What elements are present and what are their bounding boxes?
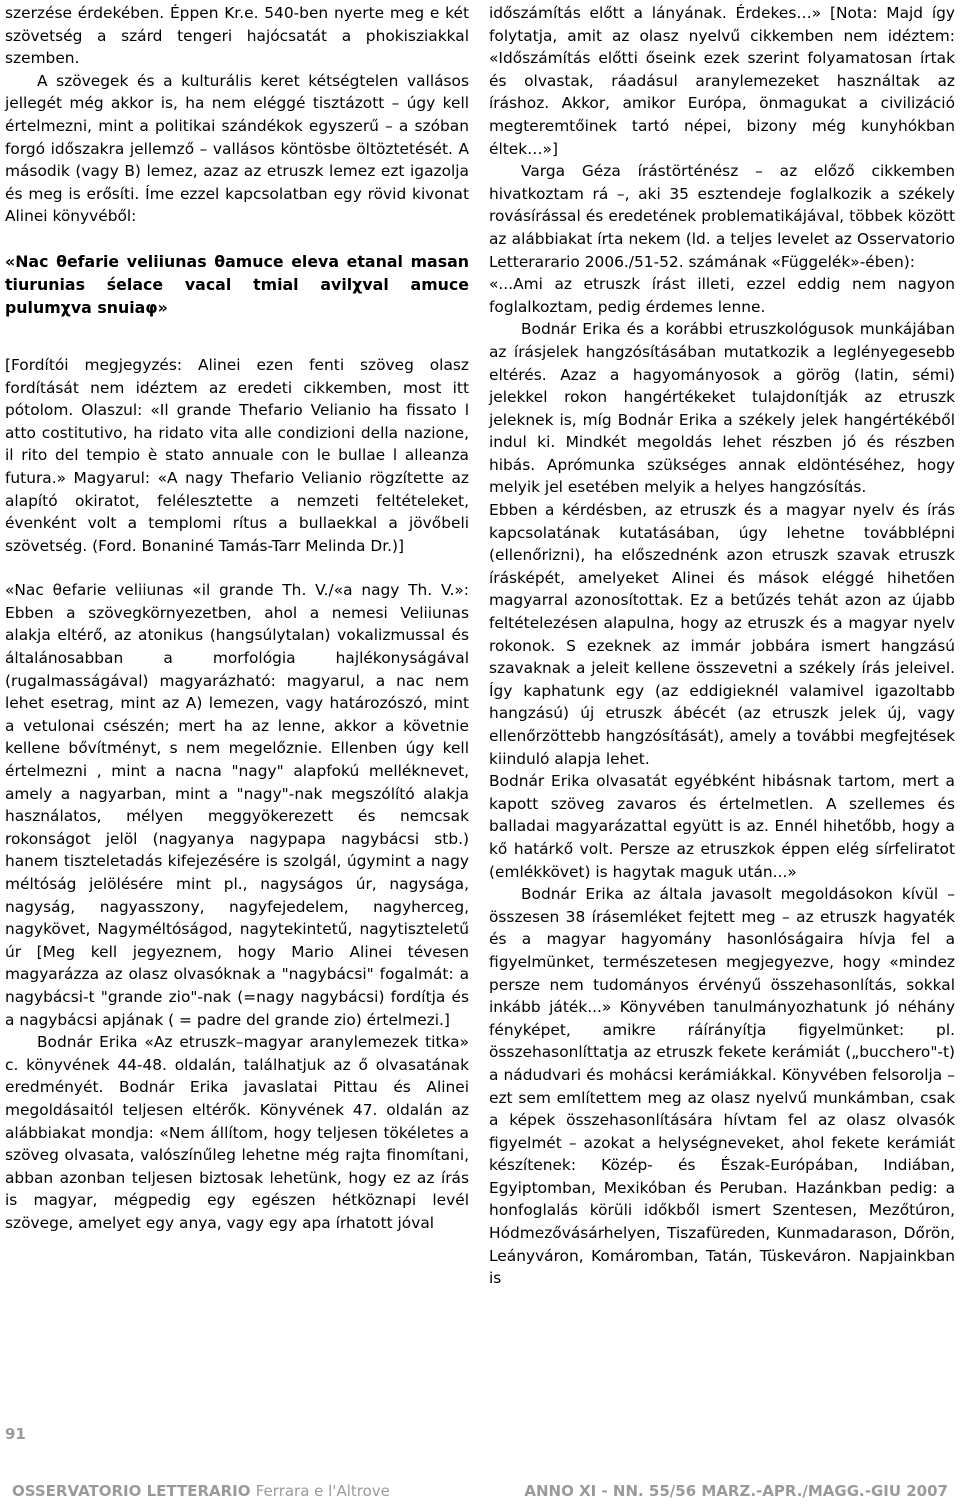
paragraph-opinion: Bodnár Erika olvasatát egyébként hibásnak tartom, mert a kapott szöveg zavaros és értelmetlen. A szellemes és balladai magyarázattal együtt is az. Ennél hihetőbb, hogy a kő határkő volt. Persze az etruszkok éppen elég sírfeliratot (emlékkövet) is hagytak maguk után...» — [489, 772, 955, 881]
paragraph-translator-note: [Fordítói megjegyzés: Alinei ezen fenti szöveg olasz fordítását nem idéztem az eredeti cikkemben, most itt pótolom. Olaszul: «Il grande Thefario Velianio ha fissato l atto costitutivo, ha ridato vita alle condizioni della nazione, il rito del tempio è stato annuale con le bullae l alleanza futura.» Magyarul: «A nagy Thefario Velianio rögzítette az alapító okiratot, felélesztette a nemzeti feltételeket, évenként volt a templomi rítus a bullaekkal a jövőbeli szövetség. (Ford. Bonaniné Tamás-Tarr Melinda Dr.)] — [5, 355, 469, 555]
right-column — [489, 2, 955, 1290]
footer-publication — [12, 1482, 390, 1500]
etruscan-quote: «Nac θefarie veliiunas θamuce eleva etanal masan tiurunias śelace vacal tmial avilχval amuce pulumχva snuiaφ» — [5, 251, 469, 317]
paragraph-black-ceramics: Bodnár Erika az általa javasolt megoldásokon kívül – összesen 38 írásemléket fejtett meg – az etruszk hagyaték és a magyar hagyomány hasonlóságaira hívja fel a figyelmünket, természetesen megjegyezve, hogy «mindez persze nem tudományos érvényű összehasonlítás, sokkal inkább játék...» Könyvében tanulmányozhatunk jó néhány fényképet, amikre ráírányítja figyelmünket: pl. összehasonlíttatja az etruszk fekete kerámiát („bucchero"-t) a nádudvari és mohácsi kerámiákkal. Könyvében felsorolja – ezt sem említettem meg az olasz nyelvű munkámban, csak a képek összehasonlítására hívtam fel az olasz olvasók figyelmét – azokat a helységneveket, ahol fekete kerámiát készítenek: Közép- és Észak-Európában, Indiában, Egyiptomban, Mexikóban és Peruban. Hazánkban pedig: a honfoglalás körüli időkből ismert Szentesen, Mezőtúron, Hódmezővásárhelyen, Tiszafüreden, Kunmadarason, Dőrön, Leányváron, Komáromban, Tatán, Tüskeváron. Napjainkban is — [489, 885, 955, 1288]
page-number: 91 — [5, 1425, 26, 1443]
paragraph-religious-context: A szövegek és a kulturális keret kétségtelen vallásos jellegét még akkor is, ha nem eléggé tisztázott – úgy kell értelmezni, mint a politikai szándékok egyszerű – a szóban forgó időszakra jellemző – vallásos köntösbe öltöztetését. A második (vagy B) lemez, azaz az etruszk lemez ezt igazolja és meg is erősíti. Íme ezzel kapcsolatban egy rövid kivonat Alinei könyvéből: — [5, 71, 469, 226]
paragraph-varga-geza: Varga Géza írástörténész – az előző cikkemben hivatkoztam rá –, aki 35 esztendeje foglalkozik a székely rovásírással és eredetének problematikájával, többek között az alábbiakat írta nekem (ld. a teljes levelet az Osservatorio Letterarario 2006./51-52. számának «Függelék»-ében): — [489, 162, 955, 271]
spacer — [5, 319, 469, 354]
footer-title: OSSERVATORIO LETTERARIO — [12, 1482, 251, 1500]
paragraph-bodnar-book: Bodnár Erika «Az etruszk–magyar aranylemezek titka» c. könyvének 44-48. oldalán, találhatjuk az ő olvasatának eredményét. Bodnár Erika javaslatai Pittau és Alinei megoldásaitól teljesen eltérők. Könyvének 47. oldalán az alábbiakat mondja: «Nem állítom, hogy teljesen tökéletes a szöveg olvasata, valószínűleg lehetne még rajta finomítani, abban azonban teljesen biztosak lehetünk, hogy ez az írás is magyar, mégpedig egy egészen hétköznapi levél szövege, amelyet egy anya, vagy egy apa írhatott jóval — [5, 1033, 469, 1232]
left-column — [5, 2, 469, 1235]
paragraph-continuation: időszámítás előtt a lányának. Érdekes…» [Nota: Majd így folytatja, amit az olasz nyelvű cikkemben nem idéztem: «Időszámítás előtti őseink ezek szerint folyamatosan írtak és olvastak, ráadásul aranylemezeket használtak az íráshoz. Akkor, amikor Európa, önmagukat a civilizáció megteremtőinek tartó népei, bizony még kunyhókban éltek…»] — [489, 4, 955, 158]
paragraph-research-method: Ebben a kérdésben, az etruszk és a magyar nyelv és írás kapcsolatának kutatásában, úgy lehetne továbblépni (ellenőrizni), ha előszednénk azon etruszk szavak etruszk írásképét, amelyeket Alinei és mások eléggé hihetően magyarral azonosítottak. Ez a betűzés tehát azon az újabb feltételezésen alapulna, hogy az etruszk és a magyar nyelv rokonok. S ezeknek az immár jobbára ismert hangzású szavaknak a jeleit kellene összevetni a székely írás jeleivel. Így kaphatunk egy (az eddigieknél valamivel igazoltabb hangzású) új etruszk ábécét (az etruszk jelek új, vagy ellenőrzöttebb hangzósítását), amely a további megfejtések kiinduló alapja lehet. — [489, 501, 955, 768]
footer-issue: ANNO XI - NN. 55/56 MARZ.-APR./MAGG.-GIU 2007 — [524, 1482, 948, 1500]
spacer — [5, 228, 469, 250]
paragraph-quote-open: «...Ami az etruszk írást illeti, ezzel eddig nem nagyon foglalkoztam, pedig érdemes lenne. — [489, 275, 955, 316]
paragraph-nac-analysis: «Nac θefarie veliiunas «il grande Th. V./«a nagy Th. V.»: Ebben a szövegkörnyezetben, ahol a nemesi Veliiunas alakja eltérő, az atonikus (hangsúlytalan) vokalizmussal és általánosabban a morfológia hajlékonyságával (rugalmasságával) magyarázható: magyarul, a nac nem lehet esetrag, mint az A) lemezen, vagy határozószó, mint a vetulonai csészén; mert ha az lenne, akkor a követnie kellene bővítményt, s nem megelőznie. Ellenben úgy kell értelmezni , mint a nacna "nagy" alapfokú melléknevet, amely a nagyarban, mint a "nagy"-nak megszólító alakja használatos, mélyen meggyökerezett és nemcsak rokonságot jelöl (nagyanya nagypapa nagybácsi stb.) hanem tiszteletadás kifejezésére is szolgál, úgymint a nagy méltóság jelölésére mint pl., nagyságos úr, nagysága, nagyság, nagyasszony, nagyfejedelem, nagyherceg, nagykövet, Nagyméltóságod, nagytekintetű, nagytiszteletű úr [Meg kell jegyeznem, hogy Mario Alinei tévesen magyarázza az olasz olvasóknak a "nagybácsi" fogalmát: a nagybácsi-t "grande zio"-nak (=nagy nagybácsi) fordítja és a nagybácsi apjának ( = padre del grande zio) értelmezi.] — [5, 581, 469, 1029]
footer-place: Ferrara e l'Altrove — [255, 1482, 390, 1500]
paragraph-bodnar-comparison: Bodnár Erika és a korábbi etruszkológusok munkájában az írásjelek hangzósításában mutatkozik a leglényegesebb eltérés. Azaz a hagyományosok a görög (latin, sémi) jelekkel rokon hangértékeket tulajdonítják az etruszk jeleknek is, míg Bodnár Erika a székely jelek hangértékéből indul ki. Mindkét megoldás lehet részben jó és részben hibás. Aprómunka szükséges annak eldöntéséhez, hogy melyik jel esetében melyik a helyes hangzósítás. — [489, 320, 955, 497]
spacer — [5, 557, 469, 579]
paragraph-intro: szerzése érdekében. Éppen Kr.e. 540-ben nyerte meg e két szövetség a szárd tengeri hajócsatát a phokisziakkal szemben. — [5, 4, 469, 68]
